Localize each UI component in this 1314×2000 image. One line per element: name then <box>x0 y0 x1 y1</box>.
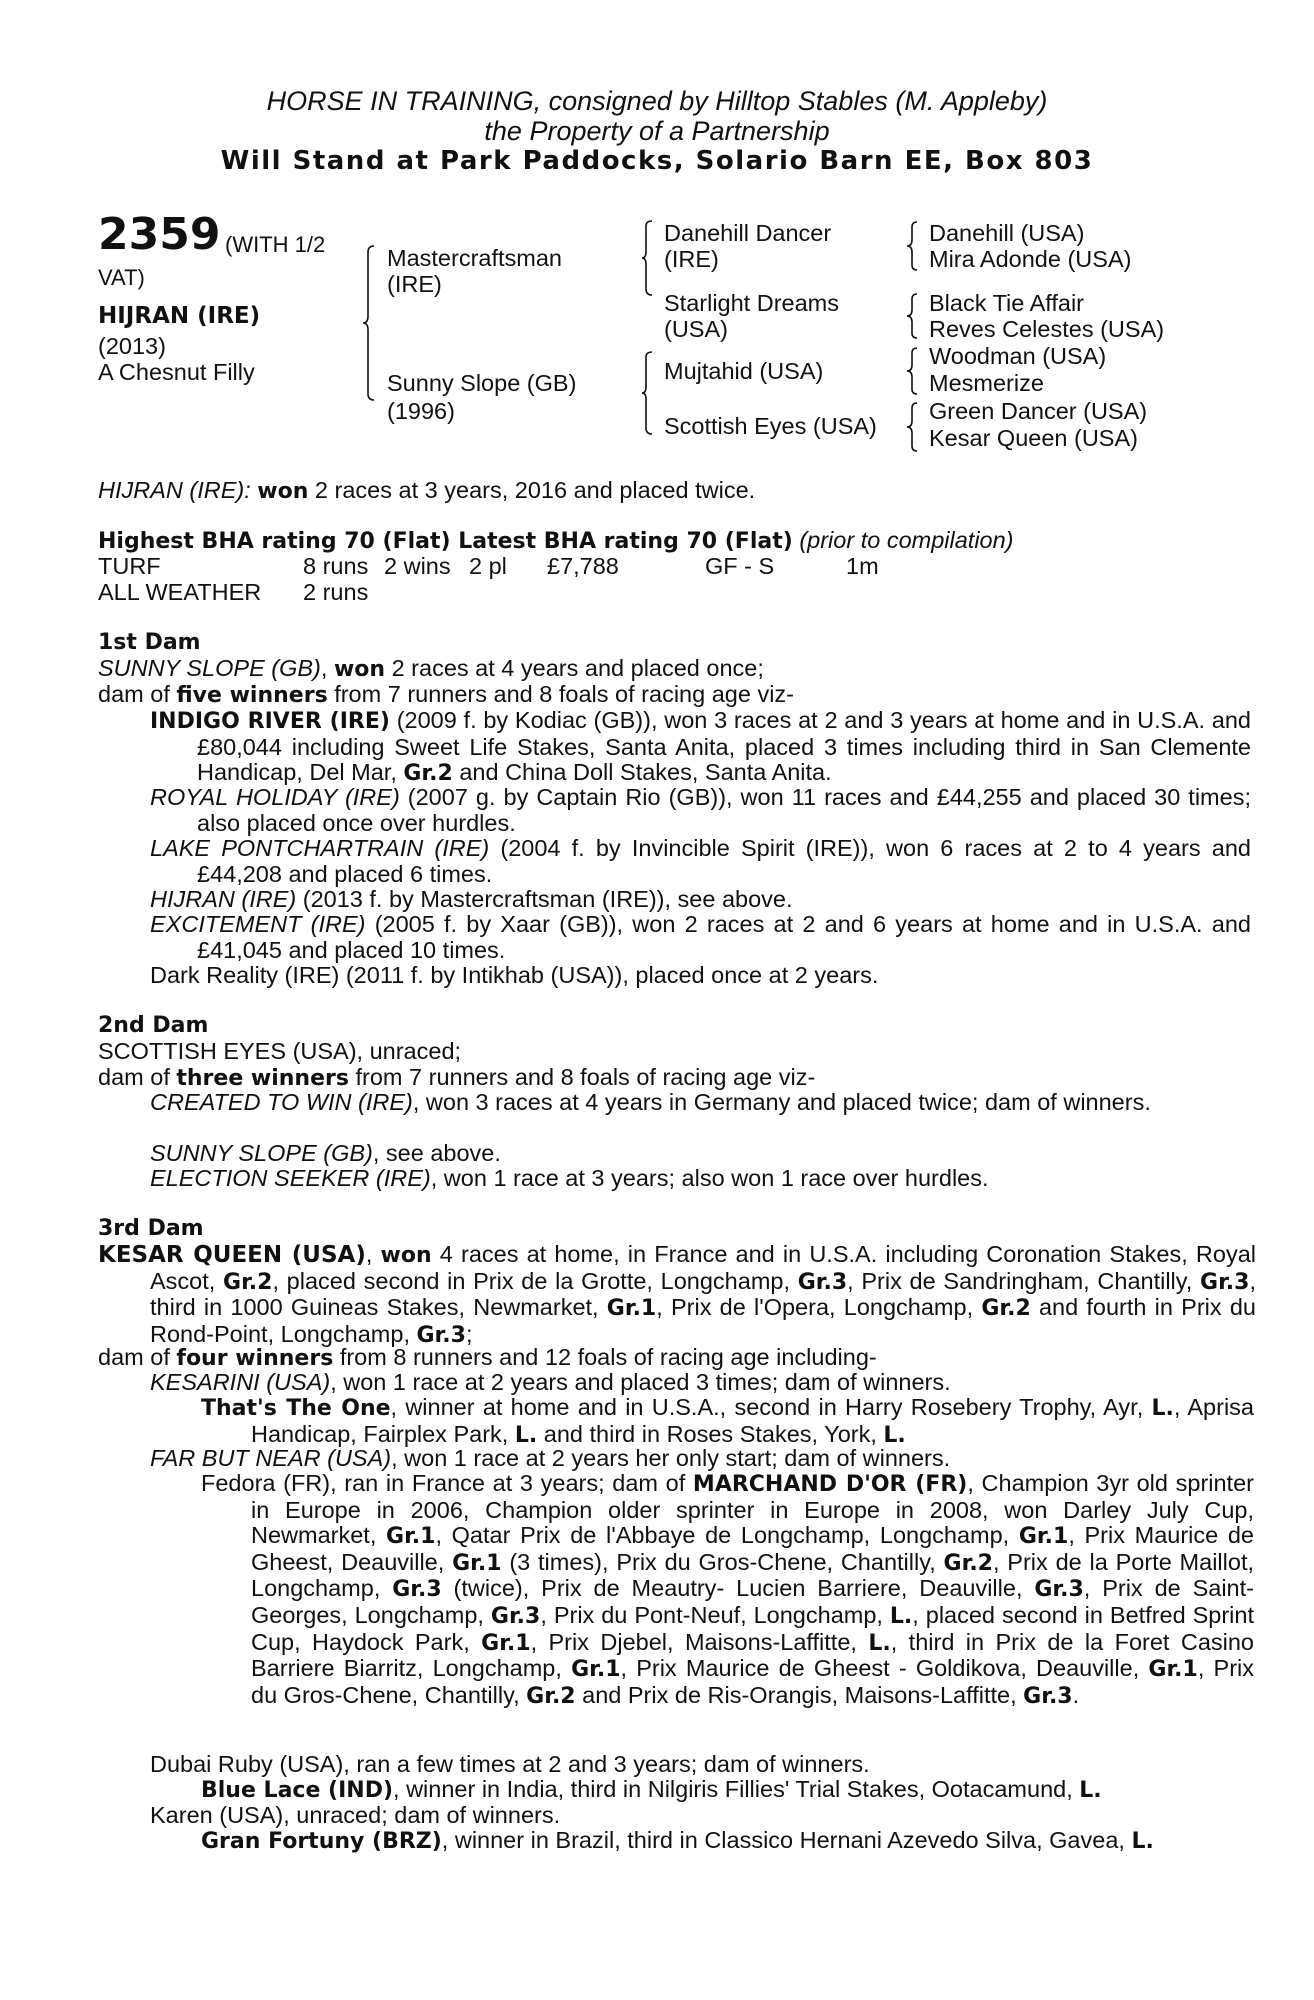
royal-holiday-entry: ROYAL HOLIDAY (IRE) (2007 g. by Captain Rio (GB)), won 11 races and £44,255 and placed 30 times; also placed once over hurdles. <box>150 784 1251 836</box>
sire-sire: Danehill Dancer <box>664 220 832 246</box>
location-line: Will Stand at Park Paddocks, Solario Barn EE, Box 803 <box>220 146 1094 176</box>
karen-entry: Karen (USA), unraced; dam of winners. <box>150 1802 561 1828</box>
turf-going: GF - S <box>705 553 775 579</box>
dam-sire: Mujtahid (USA) <box>664 358 824 384</box>
all-weather-runs: 2 runs <box>303 579 369 605</box>
sunny-slope-entry: SUNNY SLOPE (GB), see above. <box>150 1140 501 1166</box>
foaling-year: (2013) <box>98 333 166 359</box>
third-dam-produce-line: dam of four winners from 8 runners and 12 foals of racing age including- <box>98 1344 877 1371</box>
property-line: the Property of a Partnership <box>484 116 830 146</box>
great-grandparent-7: Green Dancer (USA) <box>929 398 1148 424</box>
dam-dam: Scottish Eyes (USA) <box>664 413 877 439</box>
sire-name: Mastercraftsman <box>387 245 562 271</box>
great-grandparent-4: Reves Celestes (USA) <box>929 316 1165 342</box>
horse-name: HIJRAN (IRE) <box>98 303 261 329</box>
great-grandparent-1: Danehill (USA) <box>929 220 1085 246</box>
kesar-queen-entry: KESAR QUEEN (USA), won 4 races at home, in France and in U.S.A. including Coronation Stakes, Royal Ascot, Gr.2, placed second in Prix de la Grotte, Longchamp, Gr.3, Prix de Sandringham, Chantilly, Gr.3, third in 1000 Guineas Stakes, Newmarket, Gr.1, Prix de l'Opera, Longchamp, Gr.2 and fourth in Prix du Rond-Point, Longchamp, Gr.3; <box>98 1241 1256 1348</box>
sire-line-brace <box>641 219 655 297</box>
turf-runs: 8 runs <box>303 553 369 579</box>
consignor-line: HORSE IN TRAINING, consigned by Hilltop Stables (M. Appleby) <box>266 86 1048 116</box>
turf-distance: 1m <box>846 553 879 579</box>
race-summary: HIJRAN (IRE): won 2 races at 3 years, 2016 and placed twice. <box>98 477 756 504</box>
dam-name: Sunny Slope (GB) <box>387 370 577 396</box>
second-dam-line: SCOTTISH EYES (USA), unraced; <box>98 1038 462 1064</box>
sire-dam: Starlight Dreams <box>664 290 839 316</box>
first-dam-produce-line: dam of five winners from 7 runners and 8 foals of racing age viz- <box>98 681 794 708</box>
first-dam-heading: 1st Dam <box>98 630 201 655</box>
great-grandparent-5: Woodman (USA) <box>929 343 1107 369</box>
dam-year: (1996) <box>387 398 455 424</box>
dubai-ruby-entry: Dubai Ruby (USA), ran a few times at 2 and 3 years; dam of winners. <box>150 1751 870 1777</box>
sire-dam-origin: (USA) <box>664 316 728 342</box>
created-to-win-entry: CREATED TO WIN (IRE), won 3 races at 4 years in Germany and placed twice; dam of winners. <box>150 1089 1151 1115</box>
g12-brace <box>906 220 920 272</box>
lot-number: 2359 <box>98 209 221 260</box>
bha-rating: Highest BHA rating 70 (Flat) Latest BHA rating 70 (Flat) (prior to compilation) <box>98 527 1014 554</box>
gran-fortuny-entry: Gran Fortuny (BRZ), winner in Brazil, third in Classico Hernani Azevedo Silva, Gavea, L. <box>201 1827 1154 1854</box>
blue-lace-entry: Blue Lace (IND), winner in India, third in Nilgiris Fillies' Trial Stakes, Ootacamund, L. <box>201 1776 1102 1803</box>
thats-the-one-entry: That's The One, winner at home and in U.S.A., second in Harry Rosebery Trophy, Ayr, L., Aprisa Handicap, Fairplex Park, L. and third in Roses Stakes, York, L. <box>201 1394 1254 1448</box>
hijran-entry: HIJRAN (IRE) (2013 f. by Mastercraftsman (IRE)), see above. <box>150 886 793 912</box>
sire-origin: (IRE) <box>387 271 442 297</box>
excitement-entry: EXCITEMENT (IRE) (2005 f. by Xaar (GB)), won 2 races at 2 and 6 years at home and in U.S.A. and £41,045 and placed 10 times. <box>150 911 1251 963</box>
dark-reality-entry: Dark Reality (IRE) (2011 f. by Intikhab (USA)), placed once at 2 years. <box>150 962 879 988</box>
turf-label: TURF <box>98 553 161 579</box>
great-grandparent-8: Kesar Queen (USA) <box>929 425 1138 451</box>
all-weather-label: ALL WEATHER <box>98 579 262 605</box>
great-grandparent-3: Black Tie Affair <box>929 290 1084 316</box>
turf-placed: 2 pl <box>469 553 507 579</box>
dam-line-brace <box>641 350 655 436</box>
lake-pontchartrain-entry: LAKE PONTCHARTRAIN (IRE) (2004 f. by Invincible Spirit (IRE)), won 6 races at 2 to 4 years and £44,208 and placed 6 times. <box>150 835 1252 887</box>
g78-brace <box>906 401 920 453</box>
fedora-entry: Fedora (FR), ran in France at 3 years; dam of MARCHAND D'OR (FR), Champion 3yr old sprinter in Europe in 2006, Champion older sprinter in Europe in 2008, won Darley July Cup, Newmarket, Gr.1, Qatar Prix de l'Abbaye de Longchamp, Longchamp, Gr.1, Prix Maurice de Gheest, Deauville, Gr.1 (3 times), Prix du Gros-Chene, Chantilly, Gr.2, Prix de la Porte Maillot, Longchamp, Gr.3 (twice), Prix de Meautry- Lucien Barriere, Deauville, Gr.3, Prix de Saint-Georges, Longchamp, Gr.3, Prix du Pont-Neuf, Longchamp, L., placed second in Betfred Sprint Cup, Haydock Park, Gr.1, Prix Djebel, Maisons-Laffitte, L., third in Prix de la Foret Casino Barriere Biarritz, Longchamp, Gr.1, Prix Maurice de Gheest - Goldikova, Deauville, Gr.1, Prix du Gros-Chene, Chantilly, Gr.2 and Prix de Ris-Orangis, Maisons-Laffitte, Gr.3. <box>201 1470 1255 1709</box>
first-dam-line: SUNNY SLOPE (GB), won 2 races at 4 years and placed once; <box>98 655 764 682</box>
great-grandparent-6: Mesmerize <box>929 370 1044 396</box>
great-grandparent-2: Mira Adonde (USA) <box>929 246 1132 272</box>
turf-prize-money: £7,788 <box>547 553 619 579</box>
sire-sire-origin: (IRE) <box>664 246 719 272</box>
vat-note-b: VAT) <box>98 265 145 290</box>
g56-brace <box>906 346 920 396</box>
indigo-river-entry: INDIGO RIVER (IRE) (2009 f. by Kodiac (GB)), won 3 races at 2 and 3 years at home and in U.S.A. and £80,044 including Sweet Life Stakes, Santa Anita, placed 3 times including third in San Clemente Handicap, Del Mar, Gr.2 and China Doll Stakes, Santa Anita. <box>150 707 1251 787</box>
vat-note-a: (WITH 1/2 <box>225 232 326 257</box>
horse-description: A Chesnut Filly <box>98 359 255 385</box>
election-seeker-entry: ELECTION SEEKER (IRE), won 1 race at 3 years; also won 1 race over hurdles. <box>150 1165 989 1191</box>
second-dam-heading: 2nd Dam <box>98 1013 209 1038</box>
g34-brace <box>906 292 920 340</box>
kesarini-entry: KESARINI (USA), won 1 race at 2 years and placed 3 times; dam of winners. <box>150 1369 951 1395</box>
turf-wins: 2 wins <box>384 553 451 579</box>
far-but-near-entry: FAR BUT NEAR (USA), won 1 race at 2 years her only start; dam of winners. <box>150 1445 951 1471</box>
third-dam-heading: 3rd Dam <box>98 1216 204 1241</box>
second-dam-produce-line: dam of three winners from 7 runners and 8 foals of racing age viz- <box>98 1064 816 1091</box>
sire-dam-brace <box>362 244 378 402</box>
